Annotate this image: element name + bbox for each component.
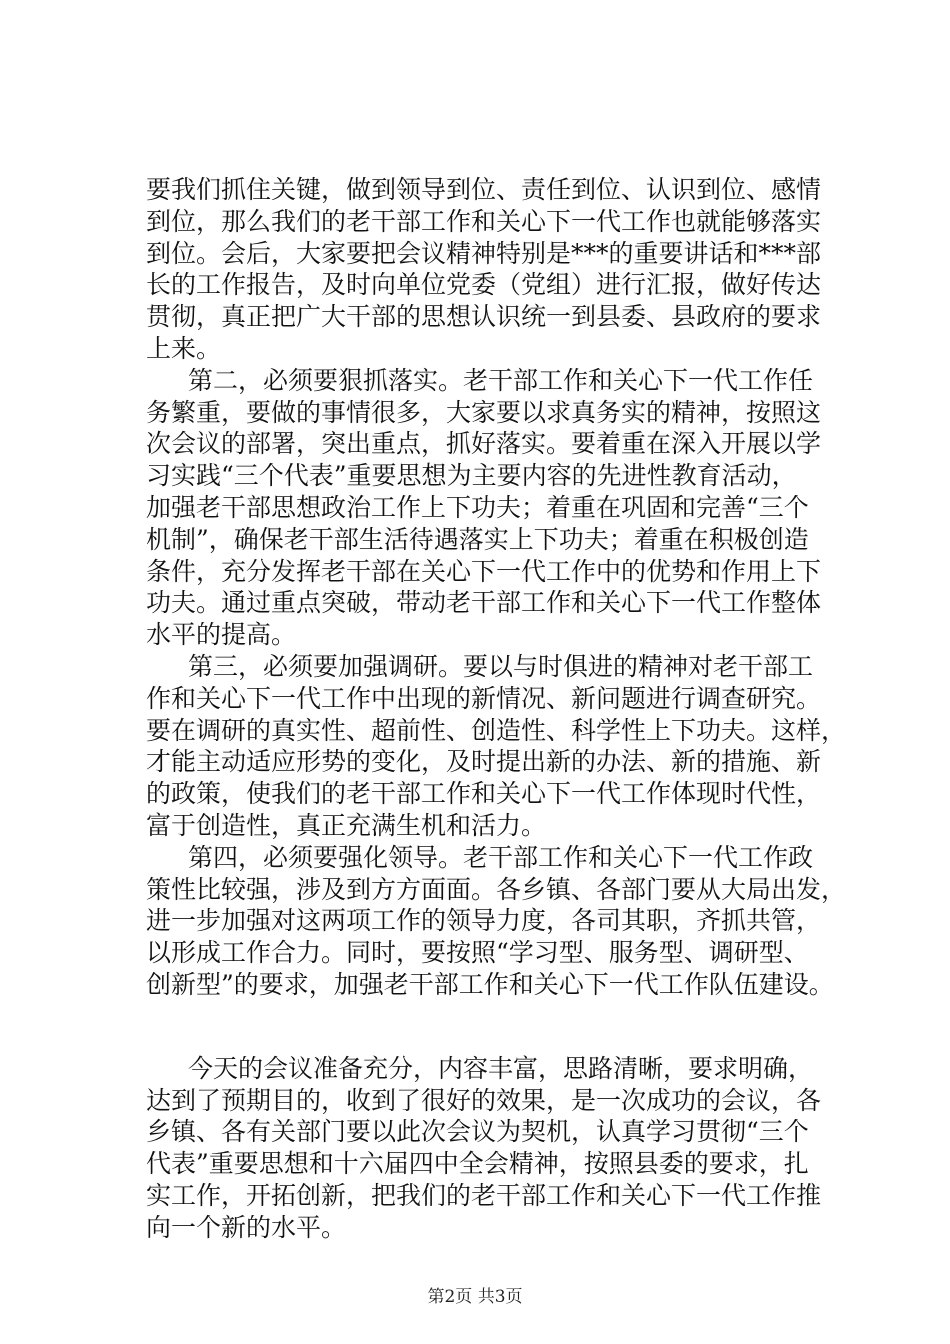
text-line: 条件，充分发挥老干部在关心下一代工作中的优势和作用上下 <box>146 556 822 586</box>
text-line: 功夫。通过重点突破，带动老干部工作和关心下一代工作整体 <box>146 588 822 618</box>
paragraph-start-line: 今天的会议准备充分，内容丰富，思路清晰，要求明确， <box>188 1053 814 1083</box>
text-line: 代表”重要思想和十六届四中全会精神，按照县委的要求，扎 <box>146 1149 809 1179</box>
paragraph-start-line: 第二，必须要狠抓落实。老干部工作和关心下一代工作任 <box>188 365 814 395</box>
text-line: 向一个新的水平。 <box>146 1212 347 1242</box>
paragraph-gap <box>146 1001 866 1053</box>
text-line: 贯彻，真正把广大干部的思想认识统一到县委、县政府的要求 <box>146 302 822 332</box>
text-line: 实工作，开拓创新，把我们的老干部工作和关心下一代工作推 <box>146 1180 822 1210</box>
text-line: 上来。 <box>146 333 222 363</box>
text-line: 要我们抓住关键，做到领导到位、责任到位、认识到位、感情 <box>146 175 822 204</box>
text-line: 到位，那么我们的老干部工作和关心下一代工作也就能够落实 <box>146 206 822 236</box>
paragraph-start-line: 第三，必须要加强调研。要以与时俱进的精神对老干部工 <box>188 651 814 681</box>
text-line: 以形成工作合力。同时，要按照“学习型、服务型、调研型、 <box>146 938 809 968</box>
text-line: 创新型”的要求，加强老干部工作和关心下一代工作队伍建设。 <box>146 969 834 999</box>
text-line: 乡镇、各有关部门要以此次会议为契机，认真学习贯彻“三个 <box>146 1117 809 1147</box>
text-line: 作和关心下一代工作中出现的新情况、新问题进行调查研究。 <box>146 683 822 713</box>
text-line: 务繁重，要做的事情很多，大家要以求真务实的精神，按照这 <box>146 397 822 427</box>
text-line: 次会议的部署，突出重点，抓好落实。要着重在深入开展以学 <box>146 429 822 459</box>
text-line: 的政策，使我们的老干部工作和关心下一代工作体现时代性， <box>146 779 822 809</box>
paragraph-start-line: 第四，必须要强化领导。老干部工作和关心下一代工作政 <box>188 842 814 872</box>
text-line: 进一步加强对这两项工作的领导力度，各司其职，齐抓共管， <box>146 906 822 936</box>
text-line: 长的工作报告，及时向单位党委（党组）进行汇报，做好传达 <box>146 270 822 300</box>
document-body <box>146 174 866 1244</box>
text-line: 富于创造性，真正充满生机和活力。 <box>146 810 547 840</box>
text-line: 策性比较强，涉及到方方面面。各乡镇、各部门要从大局出发， <box>146 874 847 904</box>
text-line: 加强老干部思想政治工作上下功夫；着重在巩固和完善“三个 <box>146 492 809 522</box>
text-line: 习实践“三个代表”重要思想为主要内容的先进性教育活动， <box>146 461 797 491</box>
page-number-footer: 第2页 共3页 <box>427 1287 523 1307</box>
text-line: 到位。会后，大家要把会议精神特别是***的重要讲话和***部 <box>146 238 822 268</box>
text-line: 才能主动适应形势的变化，及时提出新的办法、新的措施、新 <box>146 747 822 777</box>
text-line: 水平的提高。 <box>146 620 297 650</box>
text-line: 达到了预期目的，收到了很好的效果，是一次成功的会议，各 <box>146 1085 822 1115</box>
text-line: 机制”，确保老干部生活待遇落实上下功夫；着重在积极创造 <box>146 524 809 554</box>
text-line: 要在调研的真实性、超前性、创造性、科学性上下功夫。这样， <box>146 715 847 745</box>
